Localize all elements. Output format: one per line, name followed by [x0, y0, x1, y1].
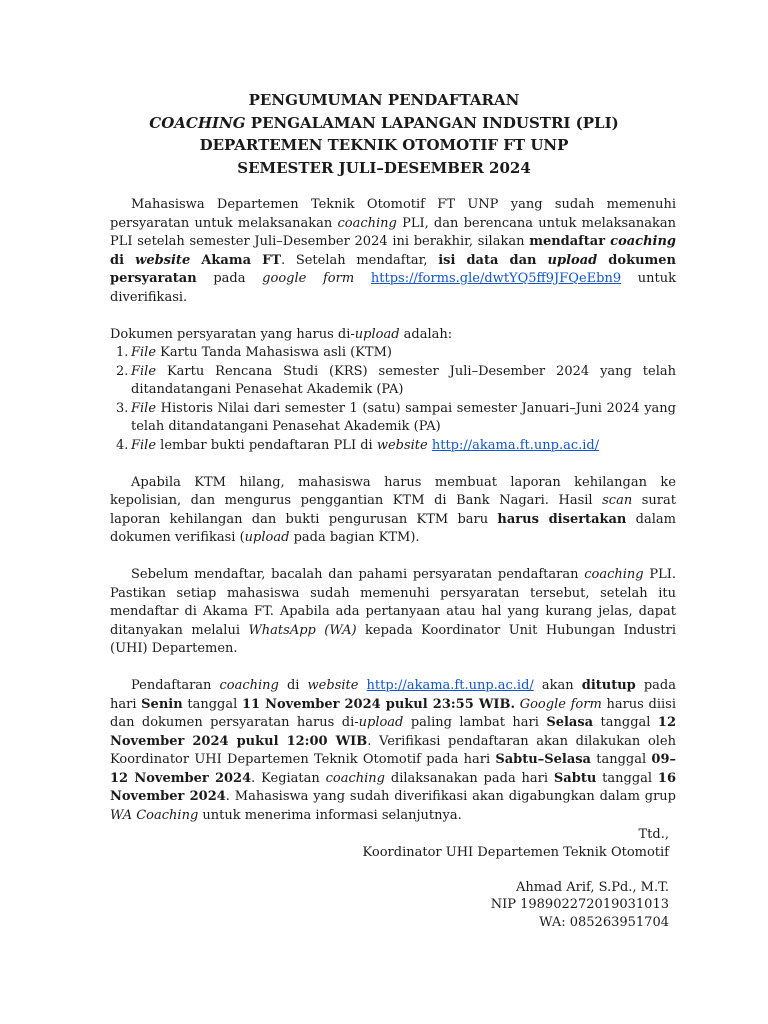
paragraph-before-register: Sebelum mendaftar, bacalah dan pahami persyaratan pendaftaran coaching PLI. Pastikan setiap mahasiswa sudah memenuhi persyaratan tersebut, setelah itu mendaftar di Akama FT. Apabila ada pertanyaan atau hal yang kurang jelas, dapat ditanyakan melalui WhatsApp (WA) kepada Koordinator Unit Hubungan Industri (UHI) Departemen. — [110, 567, 676, 656]
list-item: 3. File Historis Nilai dari semester 1 (satu) sampai semester Januari–Juni 2024 yang telah ditandatangani Penasehat Akademik (PA) — [116, 400, 676, 434]
documents-list — [110, 344, 676, 455]
signature-nip: NIP 198902272019031013 — [490, 897, 669, 912]
list-item: 2. File Kartu Rencana Studi (KRS) semester Juli–Desember 2024 yang telah ditandatangani Penasehat Akademik (PA) — [116, 363, 676, 397]
akama-website-link[interactable]: http://akama.ft.unp.ac.id/ — [366, 678, 534, 693]
text-bold: mendaftar coaching di website Akama FT — [110, 234, 677, 268]
text: Mahasiswa Departemen Teknik Otomotif FT UNP yang sudah memenuhi persyaratan untuk melaksanakan — [110, 197, 676, 231]
text-italic: coaching — [337, 215, 397, 231]
paragraph-registration — [110, 196, 676, 307]
text: pada — [196, 271, 263, 286]
text — [354, 271, 371, 286]
announcement-title — [0, 89, 768, 179]
title-line-2-rest: PENGALAMAN LAPANGAN INDUSTRI (PLI) — [245, 113, 619, 132]
paragraph-schedule: Pendaftaran coaching di website http://akama.ft.unp.ac.id/ akan ditutup pada hari Senin tanggal 11 November 2024 pukul 23:55 WIB. Google form harus diisi dan dokumen persyaratan harus di-upload paling lambat hari Selasa tanggal 12 November 2024 pukul 12:00 WIB. Verifikasi pendaftaran akan dilakukan oleh Koordinator UHI Departemen Teknik Otomotif pada hari Sabtu–Selasa tanggal 09–12 November 2024. Kegiatan coaching dilaksanakan pada hari Sabtu tanggal 16 November 2024. Mahasiswa yang sudah diverifikasi akan digabungkan dalam grup WA Coaching untuk menerima informasi selanjutnya. — [110, 678, 677, 823]
google-form-link[interactable]: https://forms.gle/dwtYQ5ff9JFQeEbn9 — [370, 271, 622, 286]
text: . Setelah mendaftar, — [281, 252, 439, 268]
title-line-2 — [0, 112, 768, 135]
signature-role: Koordinator UHI Departemen Teknik Otomotif — [362, 844, 669, 860]
text: PLI, dan berencana untuk melaksanakan PLI setelah semester Juli–Desember 2024 ini berakhir, silakan — [110, 215, 677, 249]
list-item: 1. File Kartu Tanda Mahasiswa asli (KTM) — [116, 345, 392, 360]
akama-website-link[interactable]: http://akama.ft.unp.ac.id/ — [431, 437, 600, 453]
text: untuk diverifikasi. — [110, 271, 676, 305]
title-line-4: SEMESTER JULI–DESEMBER 2024 — [237, 158, 531, 177]
signature-name: Ahmad Arif, S.Pd., M.T. — [515, 879, 669, 895]
announcement-body — [110, 196, 676, 844]
documents-intro: Dokumen persyaratan yang harus di-upload adalah: — [110, 326, 453, 342]
title-line-3: DEPARTEMEN TEKNIK OTOMOTIF FT UNP — [199, 136, 569, 154]
paragraph-lost-ktm: Apabila KTM hilang, mahasiswa harus membuat laporan kehilangan ke kepolisian, dan mengurus penggantian KTM di Bank Nagari. Hasil scan surat laporan kehilangan dan bukti pengurusan KTM baru harus disertakan dalam dokumen verifikasi (upload pada bagian KTM). — [110, 474, 676, 545]
signature-ttd: Ttd., — [638, 827, 669, 842]
title-line-2-italic: COACHING — [149, 113, 246, 132]
text-italic: google form — [262, 271, 355, 286]
text-bold: isi data dan upload dokumen persyaratan — [110, 252, 677, 286]
title-line-1: PENGUMUMAN PENDAFTARAN — [248, 91, 520, 109]
signature-wa: WA: 085263951704 — [539, 914, 669, 930]
list-item: 4. File lembar bukti pendaftaran PLI di website http://akama.ft.unp.ac.id/ — [116, 437, 600, 453]
signature-block — [363, 826, 669, 931]
